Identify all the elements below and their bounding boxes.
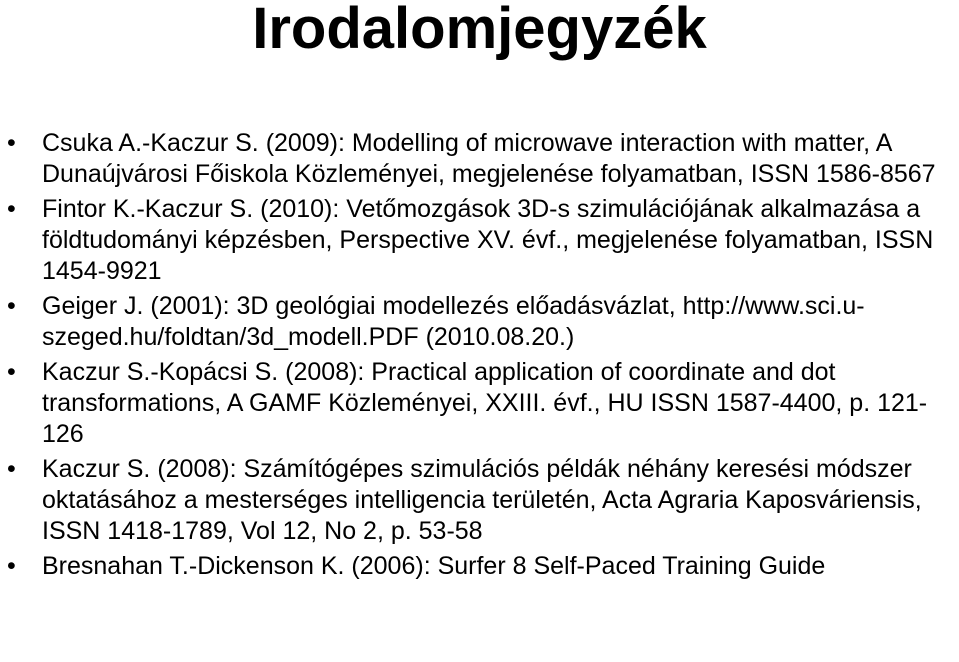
list-item	[0, 128, 959, 190]
bullet-icon: •	[7, 292, 16, 320]
reference-text: Geiger J. (2001): 3D geológiai modellezés előadásvázlat, http://www.sci.u-szeged.hu/foldtan/3d_modell.PDF (2010.08.20.)	[42, 292, 865, 351]
reference-text: Fintor K.-Kaczur S. (2010): Vetőmozgások 3D-s szimulációjának alkalmazása a földtudományi képzésben, Perspective XV. évf., megjelenése folyamatban, ISSN 1454-9921	[42, 195, 934, 285]
list-item	[0, 291, 959, 353]
bullet-icon: •	[7, 129, 16, 157]
page-title: Irodalomjegyzék	[252, 0, 707, 61]
bibliography-list	[0, 128, 959, 586]
reference-text: Kaczur S. (2008): Számítógépes szimulációs példák néhány keresési módszer oktatásához a mesterséges intelligencia területén, Acta Agraria Kaposváriensis, ISSN 1418-1789, Vol 12, No 2, p. 53-58	[42, 455, 922, 545]
list-item	[0, 194, 959, 287]
reference-text: Bresnahan T.-Dickenson K. (2006): Surfer 8 Self-Paced Training Guide	[42, 552, 826, 580]
bullet-icon: •	[7, 552, 16, 580]
bullet-icon: •	[7, 455, 16, 483]
reference-text: Csuka A.-Kaczur S. (2009): Modelling of microwave interaction with matter, A Dunaújvárosi Főiskola Közleményei, megjelenése folyamatban, ISSN 1586-8567	[42, 129, 936, 188]
bullet-icon: •	[7, 195, 16, 223]
reference-text: Kaczur S.-Kopácsi S. (2008): Practical application of coordinate and dot transformations, A GAMF Közleményei, XXIII. évf., HU ISSN 1587-4400, p. 121-126	[42, 358, 928, 448]
list-item	[0, 357, 959, 450]
list-item	[0, 454, 959, 547]
bullet-icon: •	[7, 358, 16, 386]
list-item	[0, 551, 959, 582]
